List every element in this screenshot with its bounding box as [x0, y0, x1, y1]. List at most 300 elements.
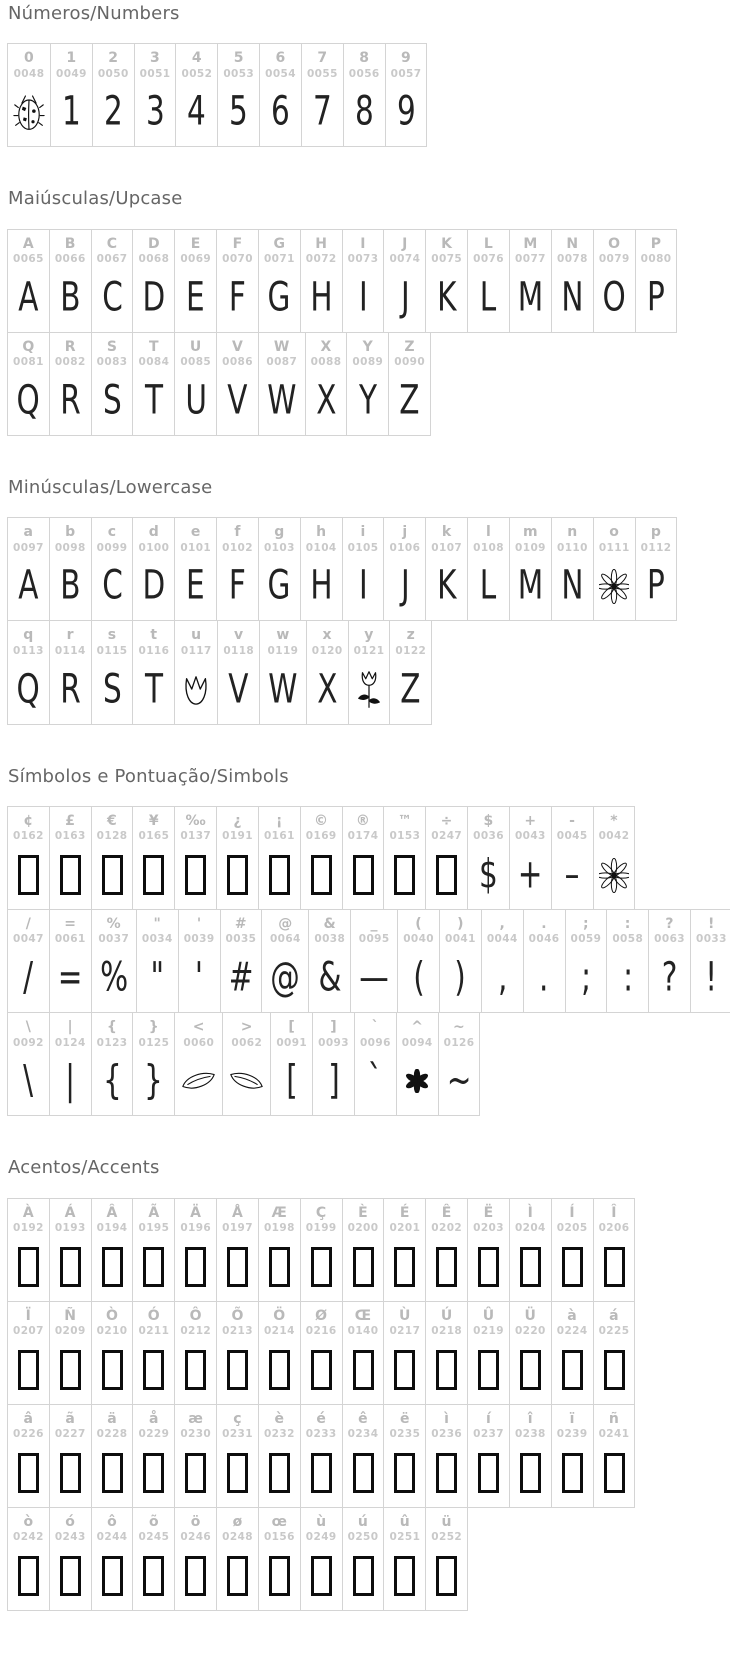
glyph-label: [ — [288, 1019, 296, 1036]
glyph-label: À — [22, 1204, 34, 1221]
glyph-preview — [184, 558, 207, 614]
glyph-code: 0244 — [96, 1531, 128, 1544]
glyph-code: 0200 — [347, 1221, 379, 1234]
char-glyph: M — [517, 562, 544, 609]
glyph-label: # — [234, 916, 247, 933]
glyph-cell — [552, 807, 594, 909]
notdef-box-glyph — [311, 1350, 332, 1390]
char-glyph: 5 — [229, 88, 249, 135]
notdef-box-glyph — [269, 1350, 290, 1390]
notdef-box-glyph — [102, 1556, 123, 1596]
glyph-label: $ — [483, 812, 494, 829]
glyph-label: ( — [415, 916, 422, 933]
glyph-cell — [384, 807, 426, 909]
glyph-code: 0096 — [359, 1036, 391, 1049]
glyph-cell — [92, 1199, 134, 1301]
glyph-preview — [18, 1342, 39, 1398]
glyph-preview — [562, 1239, 583, 1295]
char-glyph: / — [23, 954, 34, 1001]
glyph-preview — [100, 558, 125, 614]
glyph-label: y — [364, 627, 374, 644]
notdef-box-glyph — [185, 1350, 206, 1390]
glyph-cell — [217, 230, 259, 332]
glyph-cell — [426, 1405, 468, 1507]
glyph-cell — [50, 1199, 92, 1301]
glyph-preview — [355, 662, 383, 718]
glyph-preview — [18, 847, 39, 903]
notdef-box-glyph — [311, 855, 332, 895]
char-glyph: A — [18, 274, 39, 321]
glyph-cell — [510, 807, 552, 909]
glyph-label: w — [276, 627, 290, 644]
glyph-preview — [497, 950, 508, 1006]
glyph-preview — [311, 1342, 332, 1398]
char-glyph: E — [186, 562, 206, 609]
glyph-cell — [524, 910, 566, 1012]
glyph-label: O — [608, 235, 621, 252]
glyph-code: 0059 — [570, 933, 602, 946]
glyph-row — [7, 1198, 635, 1302]
glyph-code: 0094 — [401, 1036, 433, 1049]
notdef-box-glyph — [436, 1350, 457, 1390]
glyph-code: 0076 — [473, 253, 504, 266]
glyph-code: 0153 — [389, 830, 421, 843]
glyph-preview — [285, 1053, 299, 1109]
glyph-cell — [271, 1013, 313, 1115]
glyph-code: 0232 — [263, 1428, 295, 1441]
glyph-label: - — [569, 812, 576, 829]
char-glyph: ~ — [446, 1057, 472, 1104]
glyph-label: ú — [357, 1513, 369, 1530]
glyph-preview — [269, 1548, 290, 1604]
glyph-cell — [636, 518, 677, 620]
glyph-label: = — [64, 916, 77, 933]
glyph-code: 0239 — [556, 1428, 588, 1441]
char-glyph: C — [101, 562, 123, 609]
glyph-label: H — [315, 235, 328, 252]
glyph-preview — [143, 662, 165, 718]
glyph-cell — [259, 1508, 301, 1610]
char-glyph: G — [267, 562, 291, 609]
glyph-preview — [562, 1445, 583, 1501]
glyph-code: 0126 — [443, 1036, 475, 1049]
notdef-box-glyph — [478, 1247, 499, 1287]
glyph-label: Ü — [524, 1307, 537, 1324]
char-glyph: 2 — [103, 88, 123, 135]
glyph-cell — [552, 1405, 594, 1507]
glyph-code: 0169 — [305, 830, 337, 843]
glyph-code: 0041 — [445, 933, 476, 946]
char-glyph: : — [622, 954, 633, 1001]
notdef-box-glyph — [478, 1453, 499, 1493]
glyph-preview — [704, 950, 718, 1006]
char-glyph: = — [57, 954, 83, 1001]
glyph-preview — [311, 1239, 332, 1295]
leaf-right-icon — [228, 1069, 265, 1093]
glyph-code: 0102 — [222, 541, 253, 554]
notdef-box-glyph — [562, 1350, 583, 1390]
glyph-code: 0036 — [473, 830, 504, 843]
glyph-code: 0080 — [640, 253, 672, 266]
glyph-code: 0085 — [180, 356, 212, 369]
glyph-cell — [301, 807, 343, 909]
glyph-cell — [92, 621, 134, 723]
glyph-label: , — [499, 916, 506, 933]
notdef-box-glyph — [102, 1453, 123, 1493]
glyph-code: 0091 — [276, 1036, 308, 1049]
glyph-label: 3 — [150, 50, 161, 67]
glyph-label: o — [609, 524, 620, 541]
glyph-label: ¿ — [233, 812, 242, 829]
glyph-cell — [343, 807, 385, 909]
glyph-label: m — [523, 524, 538, 541]
glyph-label: R — [64, 338, 76, 355]
glyph-preview — [394, 1342, 415, 1398]
glyph-cell — [426, 1302, 468, 1404]
glyph-label: z — [406, 627, 416, 644]
glyph-cell — [92, 1405, 134, 1507]
char-glyph: ' — [195, 954, 204, 1001]
char-glyph: U — [184, 377, 207, 424]
glyph-label: B — [64, 235, 76, 252]
glyph-preview — [265, 270, 293, 326]
glyph-preview — [185, 1445, 206, 1501]
glyph-cell — [384, 1508, 426, 1610]
glyph-label: ï — [569, 1410, 575, 1427]
glyph-cell — [179, 910, 221, 1012]
glyph-cell — [259, 1199, 301, 1301]
glyph-row — [7, 517, 677, 621]
glyph-label: 1 — [66, 50, 77, 67]
glyph-code: 0050 — [97, 67, 129, 80]
glyph-cell — [566, 910, 608, 1012]
leaf-left-icon — [180, 1069, 217, 1093]
glyph-preview — [140, 558, 168, 614]
glyph-code: 0193 — [54, 1221, 86, 1234]
glyph-code: 0116 — [138, 644, 170, 657]
char-glyph: @ — [270, 954, 301, 1001]
glyph-cell — [133, 1199, 175, 1301]
glyph-cell — [384, 230, 426, 332]
glyph-preview — [226, 662, 251, 718]
glyph-preview — [225, 373, 250, 429]
glyph-code: 0100 — [138, 541, 170, 554]
glyph-cell — [175, 518, 217, 620]
notdef-box-glyph — [269, 855, 290, 895]
char-glyph: H — [310, 274, 333, 321]
char-glyph: ( — [412, 954, 425, 1001]
glyph-cell — [8, 1013, 50, 1115]
glyph-preview — [102, 1445, 123, 1501]
char-glyph: P — [647, 562, 665, 609]
glyph-code: 0216 — [305, 1325, 337, 1338]
glyph-label: _ — [370, 916, 378, 933]
glyph-preview — [515, 847, 545, 903]
glyph-cell — [8, 1508, 50, 1610]
glyph-preview — [394, 1239, 415, 1295]
glyph-label: Ã — [148, 1204, 160, 1221]
glyph-label: Ø — [315, 1307, 328, 1324]
char-glyph: P — [647, 274, 665, 321]
glyph-label: Ì — [527, 1204, 534, 1221]
glyph-cell — [93, 44, 135, 146]
glyph-code: 0121 — [353, 644, 385, 657]
glyph-cell — [260, 44, 302, 146]
glyph-label: É — [399, 1204, 410, 1221]
glyph-code: 0093 — [318, 1036, 349, 1049]
glyph-cell — [510, 518, 552, 620]
glyph-label: M — [523, 235, 538, 252]
char-glyph: ) — [454, 954, 467, 1001]
notdef-box-glyph — [353, 1453, 374, 1493]
glyph-cell — [221, 910, 263, 1012]
glyph-code: 0209 — [54, 1325, 86, 1338]
glyph-label: Î — [611, 1204, 617, 1221]
glyph-row — [7, 909, 730, 1013]
glyph-preview — [559, 270, 586, 326]
glyph-preview — [599, 558, 629, 614]
glyph-cell — [8, 230, 50, 332]
glyph-label: > — [240, 1019, 253, 1036]
glyph-cell — [175, 807, 217, 909]
glyph-preview — [228, 1053, 265, 1109]
glyph-label: " — [153, 916, 162, 933]
glyph-cell — [301, 230, 343, 332]
glyph-cell — [50, 1302, 92, 1404]
glyph-cell — [347, 333, 389, 435]
notdef-box-glyph — [269, 1247, 290, 1287]
glyph-cell — [217, 333, 259, 435]
char-glyph: W — [267, 377, 297, 424]
char-glyph: 6 — [271, 88, 290, 135]
char-glyph: A — [18, 562, 39, 609]
notdef-box-glyph — [185, 1556, 206, 1596]
section-lowercase — [7, 476, 730, 725]
glyph-preview — [102, 1548, 123, 1604]
char-glyph: S — [102, 377, 122, 424]
glyph-code: 0229 — [138, 1428, 170, 1441]
glyph-code: 0112 — [640, 541, 672, 554]
glyph-code: 0063 — [654, 933, 685, 946]
glyph-cell — [217, 1405, 259, 1507]
glyph-code: 0213 — [222, 1325, 253, 1338]
glyph-cell — [607, 910, 649, 1012]
glyph-preview — [394, 847, 415, 903]
glyph-preview — [562, 1342, 583, 1398]
glyph-preview — [477, 847, 500, 903]
glyph-cell — [386, 44, 427, 146]
glyph-cell — [8, 807, 50, 909]
glyph-cell — [175, 1302, 217, 1404]
glyph-cell — [355, 1013, 397, 1115]
glyph-cell — [301, 1199, 343, 1301]
glyph-cell — [552, 230, 594, 332]
glyph-code: 0125 — [138, 1036, 170, 1049]
section-accents — [7, 1156, 730, 1611]
glyph-code: 0246 — [180, 1531, 212, 1544]
glyph-preview — [397, 373, 422, 429]
glyph-cell — [50, 1508, 92, 1610]
glyph-preview — [185, 1239, 206, 1295]
glyph-preview — [143, 1445, 164, 1501]
glyph-label: & — [323, 916, 337, 933]
glyph-label: Ç — [315, 1204, 327, 1221]
glyph-code: 0210 — [96, 1325, 128, 1338]
glyph-cell — [343, 230, 385, 332]
glyph-code: 0097 — [13, 541, 44, 554]
notdef-box-glyph — [353, 1247, 374, 1287]
glyph-label: Á — [64, 1204, 76, 1221]
glyph-preview — [227, 84, 250, 140]
glyph-code: 0034 — [141, 933, 173, 946]
glyph-cell — [133, 518, 175, 620]
glyph-code: 0111 — [598, 541, 630, 554]
char-glyph: D — [142, 274, 166, 321]
glyph-label: ù — [316, 1513, 327, 1530]
glyph-preview — [645, 558, 667, 614]
glyph-cell — [259, 1302, 301, 1404]
glyph-preview — [140, 270, 168, 326]
glyph-preview — [604, 1342, 625, 1398]
glyph-preview — [520, 1445, 541, 1501]
char-glyph: 4 — [187, 88, 207, 135]
glyph-code: 0043 — [514, 830, 546, 843]
glyph-label: ó — [65, 1513, 76, 1530]
glyph-code: 0224 — [556, 1325, 588, 1338]
glyph-cell — [259, 518, 301, 620]
glyph-label: : — [624, 916, 631, 933]
glyph-label: T — [148, 338, 159, 355]
glyph-cell — [133, 807, 175, 909]
notdef-box-glyph — [520, 1453, 541, 1493]
glyph-cell — [133, 230, 175, 332]
glyph-label: ~ — [453, 1019, 466, 1036]
glyph-code: 0056 — [348, 67, 380, 80]
glyph-code: 0248 — [222, 1531, 253, 1544]
glyph-preview — [269, 1342, 290, 1398]
glyph-preview — [478, 1342, 499, 1398]
glyph-preview — [353, 1239, 374, 1295]
char-glyph: — — [359, 954, 389, 1001]
glyph-cell — [8, 1405, 50, 1507]
glyph-cell — [133, 621, 175, 723]
glyph-cell — [50, 807, 92, 909]
glyph-label: S — [106, 338, 118, 355]
char-glyph: N — [561, 562, 584, 609]
glyph-code: 0046 — [528, 933, 560, 946]
glyph-preview — [353, 1548, 374, 1604]
glyph-preview — [436, 1445, 457, 1501]
glyph-label: í — [485, 1410, 492, 1427]
glyph-preview — [395, 84, 418, 140]
glyph-cell — [301, 1302, 343, 1404]
glyph-preview — [436, 1548, 457, 1604]
glyph-code: 0198 — [263, 1221, 295, 1234]
notdef-box-glyph — [436, 1453, 457, 1493]
char-glyph: X — [315, 377, 337, 424]
glyph-label: ] — [330, 1019, 337, 1036]
tulip-icon — [180, 671, 212, 709]
glyph-code: 0033 — [695, 933, 727, 946]
glyph-code: 0199 — [305, 1221, 337, 1234]
glyph-code: 0205 — [556, 1221, 588, 1234]
glyph-cell — [389, 333, 430, 435]
glyph-preview — [604, 1445, 625, 1501]
daisy-flower-icon — [599, 569, 629, 604]
glyph-code: 0104 — [305, 541, 337, 554]
glyph-cell — [217, 518, 259, 620]
glyph-label: 9 — [401, 50, 412, 67]
glyph-cell — [8, 1199, 50, 1301]
char-glyph: V — [228, 666, 249, 712]
glyph-code: 0084 — [138, 356, 170, 369]
glyph-preview — [436, 1342, 457, 1398]
glyph-preview — [599, 847, 629, 903]
glyph-preview — [102, 1239, 123, 1295]
glyph-cell — [92, 518, 134, 620]
glyph-label: ø — [232, 1513, 243, 1530]
glyph-label: < — [192, 1019, 205, 1036]
glyph-code: 0230 — [180, 1428, 212, 1441]
glyph-label: â — [23, 1410, 34, 1427]
glyph-preview — [314, 373, 339, 429]
glyph-label: ç — [233, 1410, 242, 1427]
glyph-code: 0061 — [54, 933, 86, 946]
glyph-cell — [92, 1302, 134, 1404]
glyph-cell — [175, 621, 218, 723]
glyph-preview — [142, 1053, 165, 1109]
glyph-preview — [580, 950, 592, 1006]
glyph-label: £ — [65, 812, 76, 829]
char-glyph: N — [561, 274, 584, 321]
glyph-cell — [343, 1302, 385, 1404]
notdef-box-glyph — [520, 1247, 541, 1287]
glyph-code: 0073 — [347, 253, 379, 266]
glyph-label: . — [541, 916, 547, 933]
glyph-code: 0082 — [54, 356, 86, 369]
notdef-box-glyph — [394, 1453, 415, 1493]
char-glyph: # — [228, 954, 254, 1001]
glyph-code: 0206 — [598, 1221, 630, 1234]
glyph-preview — [622, 950, 634, 1006]
glyph-code: 0197 — [222, 1221, 253, 1234]
glyph-label: { — [106, 1019, 118, 1036]
glyph-preview — [353, 1342, 374, 1398]
glyph-code: 0040 — [403, 933, 435, 946]
glyph-code: 0235 — [389, 1428, 421, 1441]
char-glyph: T — [144, 666, 163, 712]
char-glyph: K — [437, 274, 457, 321]
char-glyph: | — [65, 1057, 76, 1104]
glyph-preview — [143, 1239, 164, 1295]
glyph-cell — [468, 1302, 510, 1404]
glyph-preview — [60, 1239, 81, 1295]
glyph-cell — [384, 1405, 426, 1507]
glyph-cell — [92, 807, 134, 909]
notdef-box-glyph — [604, 1350, 625, 1390]
glyph-label: D — [147, 235, 160, 252]
glyph-preview — [436, 847, 457, 903]
glyph-label: ö — [190, 1513, 201, 1530]
char-glyph: ! — [705, 954, 718, 1001]
section-upcase — [7, 187, 730, 436]
notdef-box-glyph — [520, 1350, 541, 1390]
glyph-cell — [8, 621, 50, 723]
glyph-label: l — [485, 524, 492, 541]
glyph-cell — [217, 1199, 259, 1301]
glyph-preview — [227, 270, 248, 326]
glyph-cell — [8, 910, 50, 1012]
